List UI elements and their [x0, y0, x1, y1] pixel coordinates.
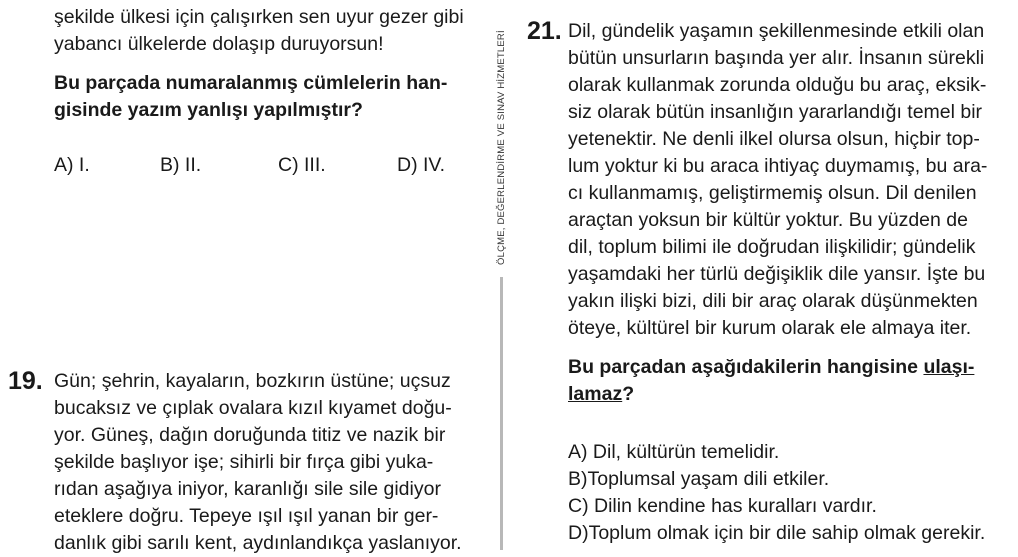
prompt-underlined: ulaşı-: [923, 356, 975, 378]
text-line: yaşamdaki her türlü değişiklik dile yansır. İşte bu: [568, 263, 986, 285]
option-letter: A): [568, 441, 588, 463]
option-b[interactable]: [568, 466, 829, 493]
text-line: danlık gibi sarılı kent, aydınlandıkça yaslanıyor.: [54, 532, 462, 554]
text-line: araçtan yoksun bir kültür yoktur. Bu yüzden de: [568, 209, 968, 231]
vertical-divider: [495, 0, 511, 550]
text-line: bucaksız ve çıplak ovalara kızıl kıyamet doğu-: [54, 397, 452, 419]
question-number: 19.: [8, 367, 43, 395]
text-line: yabancı ülkelerde dolaşıp duruyorsun!: [54, 33, 384, 55]
option-b[interactable]: B) II.: [160, 154, 202, 176]
option-letter: B): [568, 468, 588, 490]
vertical-org-label: ÖLÇME, DEĞERLENDİRME VE SINAV HİZMETLERİ: [496, 30, 507, 265]
text-line: eteklere doğru. Tepeye ışıl ışıl yanan bir ger-: [54, 505, 439, 527]
text-line: olarak kullanmak zorunda olduğu bu araç, eksik-: [568, 74, 987, 96]
option-d[interactable]: D) IV.: [397, 154, 446, 176]
option-text: Toplumsal yaşam dili etkiler.: [587, 468, 830, 490]
text-line: siz olarak bütün insanlığın yararlandığı temel bir: [568, 101, 983, 123]
option-letter: D): [568, 522, 589, 544]
option-c[interactable]: C) III.: [278, 154, 326, 176]
text-line: yakın ilişki bizi, dili bir araç olarak düşünmekten: [568, 290, 978, 312]
prompt-line: [568, 381, 634, 408]
text-line: Gün; şehrin, kayaların, bozkırın üstüne; uçsuz: [54, 370, 451, 392]
question-number: 21.: [527, 17, 562, 45]
option-text: Dilin kendine has kuralları vardır.: [594, 495, 877, 517]
text-line: yetenektir. Ne denli ilkel olursa olsun, hiçbir top-: [568, 128, 980, 150]
option-c[interactable]: [568, 493, 877, 520]
option-a[interactable]: [568, 439, 779, 466]
text-line: şekilde ülkesi için çalışırken sen uyur gezer gibi: [54, 6, 464, 28]
option-d[interactable]: [568, 520, 985, 547]
option-text: Toplum olmak için bir dile sahip olmak gerekir.: [588, 522, 986, 544]
prompt-line: gisinde yazım yanlışı yapılmıştır?: [54, 99, 363, 121]
text-line: dil, toplum bilimi ile doğrudan ilişkilidir; gündelik: [568, 236, 976, 258]
prompt-line: [568, 354, 974, 381]
text-line: lum yoktur ki bu araca ihtiyaç duymamış, bu ara-: [568, 155, 988, 177]
prompt-underlined: lamaz: [568, 383, 623, 405]
option-text: Dil, kültürün temelidir.: [592, 441, 780, 463]
prompt-text: ?: [622, 383, 635, 405]
text-line: rıdan aşağıya iniyor, karanlığı sile sile gidiyor: [54, 478, 441, 500]
text-line: cı kullanmamış, geliştirmemiş olsun. Dil denilen: [568, 182, 977, 204]
divider-rule: [500, 277, 503, 550]
prompt-line: Bu parçada numaralanmış cümlelerin han-: [54, 72, 448, 94]
text-line: Dil, gündelik yaşamın şekillenmesinde etkili olan: [568, 20, 985, 42]
option-letter: C): [568, 495, 589, 517]
text-line: yor. Güneş, dağın doruğunda titiz ve nazik bir: [54, 424, 446, 446]
text-line: bütün unsurların başında yer alır. İnsanın sürekli: [568, 47, 985, 69]
option-a[interactable]: A) I.: [54, 154, 90, 176]
text-line: öteye, kültürel bir kurum olarak ele almaya iter.: [568, 317, 972, 339]
prompt-text: Bu parçadan aşağıdakilerin hangisine: [568, 356, 924, 378]
text-line: şekilde başlıyor işe; sihirli bir fırça gibi yuka-: [54, 451, 434, 473]
